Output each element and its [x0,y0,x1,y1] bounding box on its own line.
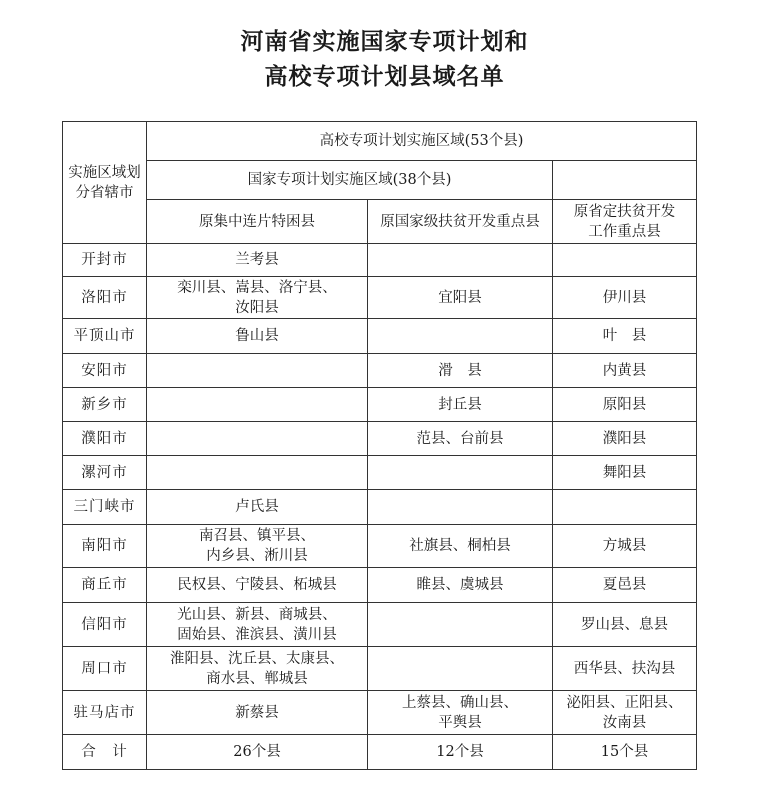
provincial-key-header-line-2: 工作重点县 [588,223,661,240]
county-line: 方城县 [602,538,647,554]
table-row [63,277,697,319]
contiguous-counties [147,568,368,603]
table-row [63,647,697,691]
city-name: 南阳市 [63,525,147,568]
county-line: 民权县、宁陵县、柘城县 [177,577,337,593]
national-key-counties [368,319,553,354]
city-name: 漯河市 [63,456,147,490]
table-row [63,388,697,422]
university-scope-header: 高校专项计划实施区域(53个县) [147,122,697,161]
city-name: 洛阳市 [63,277,147,319]
provincial-key-counties [553,456,697,490]
national-key-counties [368,422,553,456]
national-key-column-header: 原国家级扶贫开发重点县 [368,200,553,244]
national-scope-header: 国家专项计划实施区域(38个县) [147,161,553,200]
city-name: 安阳市 [63,354,147,388]
provincial-key-counties [553,277,697,319]
table-row [63,319,697,354]
contiguous-counties [147,277,368,319]
county-line: 宜阳县 [438,289,482,306]
city-name: 开封市 [63,244,147,277]
county-line: 栾川县、嵩县、洛宁县、 [177,279,337,296]
total-national-key: 12个县 [368,735,553,770]
national-key-counties [368,603,553,647]
contiguous-counties [147,244,368,277]
county-line: 范县、台前县 [416,430,504,447]
provincial-key-counties [553,388,697,422]
national-key-counties [368,525,553,568]
region-header-line-1: 实施区域划 [68,164,141,181]
contiguous-counties [147,456,368,490]
table-row [63,456,697,490]
county-line: 封丘县 [438,396,482,413]
contiguous-counties [147,691,368,735]
contiguous-counties [147,603,368,647]
county-line: 平舆县 [438,714,482,731]
total-label: 合 计 [63,735,147,770]
provincial-key-counties [553,490,697,525]
county-line: 汝南县 [602,714,647,731]
table-row [63,603,697,647]
county-line: 夏邑县 [602,577,647,593]
county-line: 内黄县 [602,362,647,379]
county-line: 原阳县 [602,396,647,413]
city-name: 商丘市 [63,568,147,603]
county-line: 固始县、淮滨县、潢川县 [177,626,337,643]
national-key-counties [368,568,553,603]
provincial-key-column-header [553,200,697,244]
contiguous-counties [147,388,368,422]
county-line: 南召县、镇平县、 [199,528,315,544]
city-name: 周口市 [63,647,147,691]
national-key-counties [368,244,553,277]
national-key-counties [368,647,553,691]
table-row [63,568,697,603]
empty-header-cell [553,161,697,200]
county-line: 鲁山县 [235,328,279,344]
provincial-key-counties [553,422,697,456]
county-line: 卢氏县 [235,499,279,515]
county-line: 舞阳县 [602,464,647,481]
county-line: 上蔡县、确山县、 [402,694,518,711]
county-line: 光山县、新县、商城县、 [177,606,337,623]
county-line: 兰考县 [235,252,279,268]
contiguous-poverty-column-header: 原集中连片特困县 [147,200,368,244]
total-row [63,735,697,770]
total-provincial-key: 15个县 [553,735,697,770]
county-line: 商水县、郸城县 [206,670,308,687]
county-line: 新蔡县 [235,704,279,721]
provincial-key-counties [553,244,697,277]
provincial-key-counties [553,568,697,603]
city-name: 三门峡市 [63,490,147,525]
county-line: 泌阳县、正阳县、 [566,694,683,711]
county-line: 罗山县、息县 [581,616,668,633]
contiguous-counties [147,525,368,568]
county-line: 睢县、虞城县 [416,577,504,593]
county-line: 社旗县、桐柏县 [409,538,511,554]
provincial-key-counties [553,525,697,568]
city-name: 信阳市 [63,603,147,647]
document-title-line-1: 河南省实施国家专项计划和 [240,29,529,55]
provincial-key-header-line-1: 原省定扶贫开发 [573,203,676,220]
county-line: 滑 县 [438,362,482,379]
county-line: 西华县、扶沟县 [573,660,676,677]
city-name: 平顶山市 [63,319,147,354]
national-key-counties [368,388,553,422]
region-header-cell [63,122,147,244]
provincial-key-counties [553,319,697,354]
table-row [63,691,697,735]
city-name: 新乡市 [63,388,147,422]
county-list-table [62,121,697,770]
county-line: 淮阳县、沈丘县、太康县、 [170,650,344,667]
table-row [63,244,697,277]
provincial-key-counties [553,647,697,691]
table-row [63,422,697,456]
provincial-key-counties [553,354,697,388]
contiguous-counties [147,354,368,388]
contiguous-counties [147,490,368,525]
county-line: 伊川县 [602,289,647,306]
national-key-counties [368,277,553,319]
county-line: 汝阳县 [235,299,279,316]
table-row [63,354,697,388]
county-line: 濮阳县 [602,430,647,447]
city-name: 濮阳市 [63,422,147,456]
provincial-key-counties [553,603,697,647]
table-row [63,525,697,568]
contiguous-counties [147,647,368,691]
table-row [63,490,697,525]
contiguous-counties [147,319,368,354]
national-key-counties [368,456,553,490]
county-line: 叶 县 [602,328,647,344]
region-header-line-2: 分省辖市 [75,184,134,201]
national-key-counties [368,691,553,735]
city-name: 驻马店市 [63,691,147,735]
county-line: 内乡县、淅川县 [206,548,308,564]
provincial-key-counties [553,691,697,735]
national-key-counties [368,354,553,388]
contiguous-counties [147,422,368,456]
total-contiguous: 26个县 [147,735,368,770]
national-key-counties [368,490,553,525]
document-title-line-2: 高校专项计划县域名单 [264,64,505,90]
